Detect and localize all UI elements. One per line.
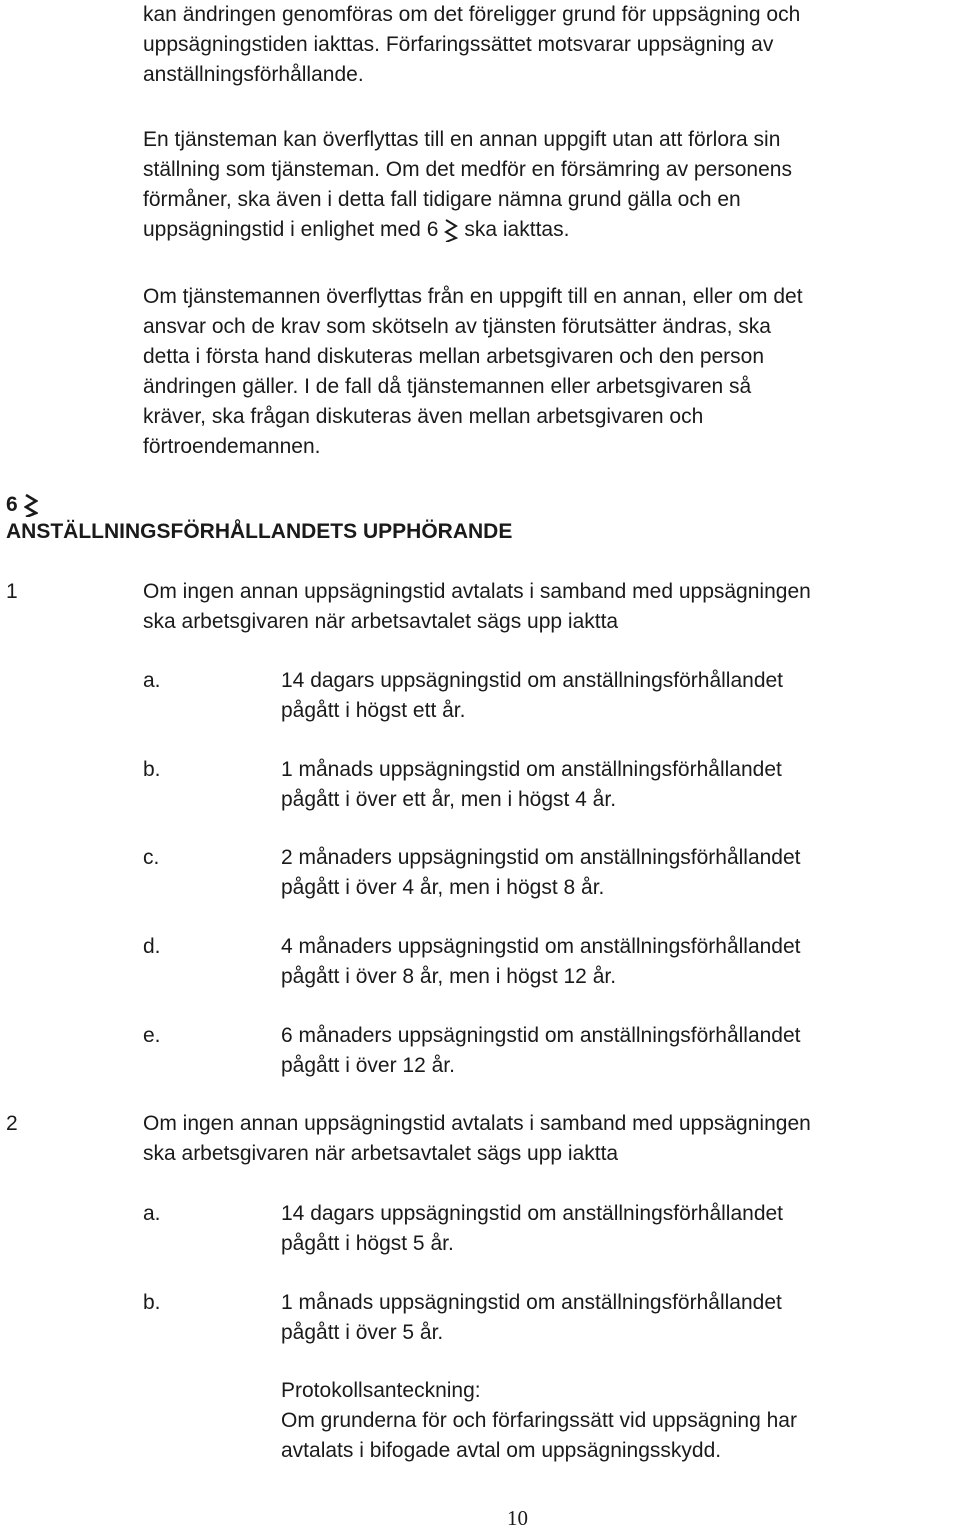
list-item-line: pågått i högst ett år. [281, 699, 466, 722]
list-item-line: pågått i över 12 år. [281, 1054, 455, 1077]
clause-1-item-c-letter: c. [143, 846, 160, 869]
list-item-line: 2 månaders uppsägningstid om anställningsförhållandet [281, 846, 801, 869]
clause-2-item-b-letter: b. [143, 1291, 161, 1314]
clause-1-item-a-text [281, 666, 783, 726]
discussion-line-4: ändringen gäller. I de fall då tjänstemannen eller arbetsgivaren så [143, 375, 752, 398]
intro-line-3: anställningsförhållande. [143, 63, 364, 86]
clause-1-item-e-letter: e. [143, 1024, 161, 1047]
list-item-line: pågått i över 4 år, men i högst 8 år. [281, 876, 605, 899]
section-number [6, 490, 44, 520]
list-item-line: 1 månads uppsägningstid om anställningsförhållandet [281, 758, 782, 781]
section-title: ANSTÄLLNINGSFÖRHÅLLANDETS UPPHÖRANDE [6, 520, 513, 543]
protocol-note-line-1: Om grunderna för och förfaringssätt vid uppsägning har [281, 1409, 797, 1432]
list-item-line: 6 månaders uppsägningstid om anställningsförhållandet [281, 1024, 801, 1047]
clause-2-item-a-letter: a. [143, 1202, 161, 1225]
protocol-note-heading: Protokollsanteckning: [281, 1379, 481, 1402]
intro-line-1: kan ändringen genomföras om det föreligger grund för uppsägning och [143, 3, 801, 26]
section-sign-icon [444, 218, 458, 242]
discussion-line-6: förtroendemannen. [143, 435, 321, 458]
list-item-line: pågått i över 8 år, men i högst 12 år. [281, 965, 617, 988]
transfer-paragraph [143, 125, 792, 245]
transfer-line-4-start: uppsägningstid i enlighet med 6 [143, 218, 439, 241]
clause-1-number: 1 [6, 580, 18, 603]
protocol-note [281, 1376, 797, 1466]
transfer-line-2: ställning som tjänsteman. Om det medför en försämring av personens [143, 158, 792, 181]
intro-paragraph [143, 0, 800, 90]
clause-2-line-1: Om ingen annan uppsägningstid avtalats i samband med uppsägningen [143, 1112, 811, 1135]
intro-line-2: uppsägningstiden iakttas. Förfaringssättet motsvarar uppsägning av [143, 33, 774, 56]
clause-1-line-2: ska arbetsgivaren när arbetsavtalet sägs upp iaktta [143, 610, 619, 633]
list-item-line: 4 månaders uppsägningstid om anställningsförhållandet [281, 935, 801, 958]
list-item-line: pågått i högst 5 år. [281, 1232, 454, 1255]
discussion-paragraph [143, 282, 803, 462]
page-number: 10 [507, 1506, 528, 1530]
clause-1-line-1: Om ingen annan uppsägningstid avtalats i samband med uppsägningen [143, 580, 811, 603]
transfer-line-3: förmåner, ska även i detta fall tidigare nämna grund gälla och en [143, 188, 741, 211]
clause-2-item-a-text [281, 1199, 783, 1259]
clause-2-line-2: ska arbetsgivaren när arbetsavtalet sägs upp iaktta [143, 1142, 619, 1165]
clause-1-item-d-text [281, 932, 801, 992]
clause-2-number: 2 [6, 1112, 18, 1135]
clause-1-item-c-text [281, 843, 801, 903]
clause-1-text [143, 577, 811, 637]
section-number-text: 6 [6, 493, 18, 516]
list-item-line: 14 dagars uppsägningstid om anställningsförhållandet [281, 1202, 784, 1225]
list-item-line: pågått i över ett år, men i högst 4 år. [281, 788, 617, 811]
list-item-line: pågått i över 5 år. [281, 1321, 444, 1344]
transfer-line-4-end: ska iakttas. [464, 218, 570, 241]
discussion-line-5: kräver, ska frågan diskuteras även mellan arbetsgivaren och [143, 405, 704, 428]
clause-1-item-d-letter: d. [143, 935, 161, 958]
section-sign-icon [24, 493, 38, 517]
discussion-line-3: detta i första hand diskuteras mellan arbetsgivaren och den person [143, 345, 765, 368]
list-item-line: 14 dagars uppsägningstid om anställningsförhållandet [281, 669, 784, 692]
clause-1-item-b-letter: b. [143, 758, 161, 781]
transfer-line-1: En tjänsteman kan överflyttas till en annan uppgift utan att förlora sin [143, 128, 781, 151]
clause-1-item-b-text [281, 755, 782, 815]
discussion-line-2: ansvar och de krav som skötseln av tjänsten förutsätter ändras, ska [143, 315, 771, 338]
clause-1-item-a-letter: a. [143, 669, 161, 692]
list-item-line: 1 månads uppsägningstid om anställningsförhållandet [281, 1291, 782, 1314]
protocol-note-line-2: avtalats i bifogade avtal om uppsägningsskydd. [281, 1439, 722, 1462]
transfer-line-4 [143, 215, 792, 245]
clause-2-item-b-text [281, 1288, 782, 1348]
clause-2-text [143, 1109, 811, 1169]
discussion-line-1: Om tjänstemannen överflyttas från en uppgift till en annan, eller om det [143, 285, 803, 308]
clause-1-item-e-text [281, 1021, 801, 1081]
